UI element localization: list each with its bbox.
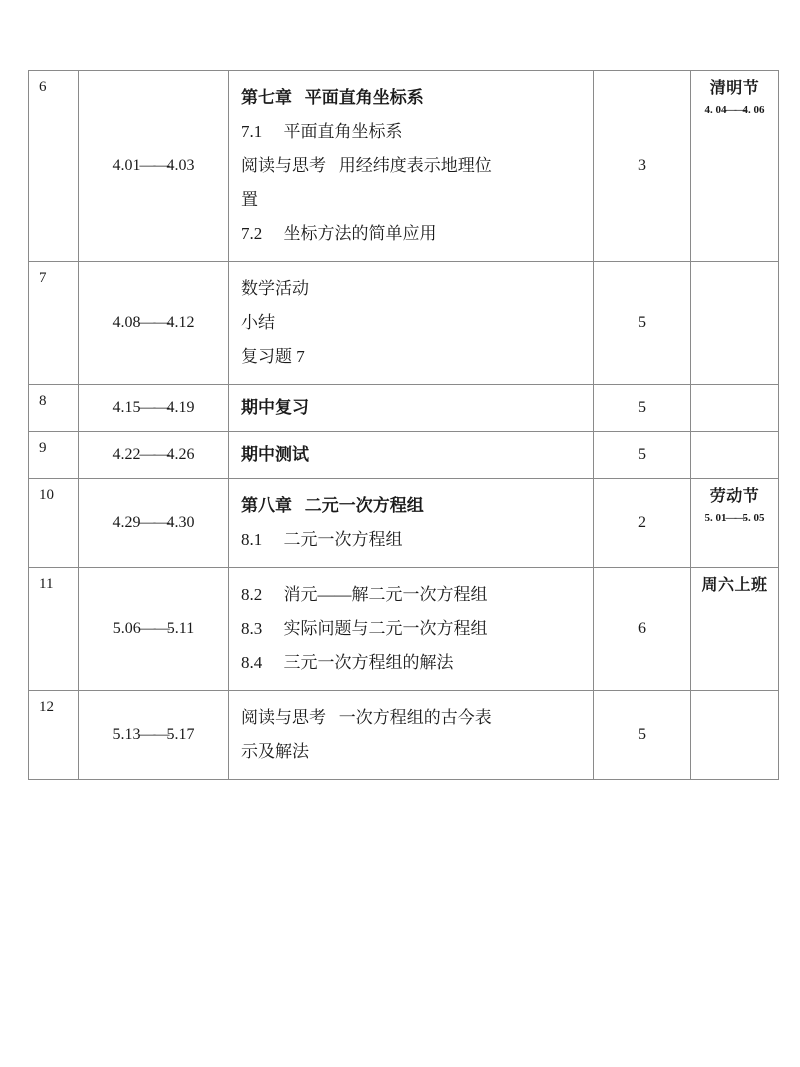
date-dash: —— <box>139 399 168 416</box>
date-start: 4.29 <box>112 514 141 531</box>
content-line: 8.2 消元——解二元一次方程组 <box>241 585 488 604</box>
teaching-content-cell <box>229 479 594 568</box>
class-hours-value: 5 <box>638 314 646 331</box>
class-hours-value: 6 <box>638 620 646 637</box>
remark-cell <box>691 71 779 262</box>
date-range-cell <box>79 262 229 385</box>
class-hours-value: 5 <box>638 726 646 743</box>
class-hours-cell <box>594 71 691 262</box>
teaching-content-cell <box>229 691 594 780</box>
holiday-name: 周六上班 <box>701 577 768 594</box>
class-hours-value: 3 <box>638 157 646 174</box>
class-hours-cell <box>594 479 691 568</box>
date-end: 4.19 <box>166 399 195 416</box>
content-line: 期中测试 <box>241 445 309 464</box>
teaching-content-cell <box>229 385 594 432</box>
remark-cell <box>691 385 779 432</box>
class-hours-cell <box>594 568 691 691</box>
remark-cell <box>691 432 779 479</box>
class-hours-value: 2 <box>638 514 646 531</box>
holiday-date-start: 4. 04 <box>704 103 727 116</box>
teaching-content-cell <box>229 71 594 262</box>
date-range-cell <box>79 385 229 432</box>
holiday-date-end: 4. 06 <box>742 103 765 116</box>
date-dash: —— <box>139 314 168 331</box>
date-start: 5.13 <box>112 726 141 743</box>
class-hours-cell <box>594 385 691 432</box>
date-end: 5.17 <box>166 726 195 743</box>
week-number-cell <box>29 71 79 262</box>
date-end: 4.03 <box>166 157 195 174</box>
date-range-cell <box>79 71 229 262</box>
date-range-cell <box>79 432 229 479</box>
table-row <box>29 385 779 432</box>
date-range <box>113 726 195 744</box>
date-start: 4.08 <box>112 314 141 331</box>
content-line: 复习题 7 <box>241 347 305 366</box>
table-row <box>29 262 779 385</box>
content-line: 7.2 坐标方法的简单应用 <box>241 224 437 243</box>
table-row <box>29 568 779 691</box>
content-line: 示及解法 <box>241 742 309 761</box>
date-range <box>113 157 195 175</box>
date-range-cell <box>79 691 229 780</box>
date-dash: —— <box>139 620 168 637</box>
holiday-date-dash: —— <box>725 103 744 116</box>
holiday-name: 劳动节 <box>709 488 760 505</box>
week-number: 9 <box>39 440 47 456</box>
week-number: 6 <box>39 79 47 95</box>
date-range <box>113 446 195 464</box>
date-end: 4.12 <box>166 314 195 331</box>
date-range-cell <box>79 479 229 568</box>
teaching-content-cell <box>229 568 594 691</box>
week-number: 7 <box>39 270 47 286</box>
holiday-date-start: 5. 01 <box>704 511 727 524</box>
content-line: 8.4 三元一次方程组的解法 <box>241 653 454 672</box>
date-end: 4.30 <box>166 514 195 531</box>
holiday-date-range <box>693 100 776 121</box>
content-line: 第七章 平面直角坐标系 <box>241 88 424 107</box>
date-end: 4.26 <box>166 446 195 463</box>
date-dash: —— <box>139 726 168 743</box>
date-range <box>113 314 195 332</box>
holiday-date-dash: —— <box>725 511 744 524</box>
content-line: 8.3 实际问题与二元一次方程组 <box>241 619 488 638</box>
date-dash: —— <box>139 446 168 463</box>
date-dash: —— <box>139 514 168 531</box>
date-dash: —— <box>139 157 168 174</box>
week-number-cell <box>29 479 79 568</box>
date-start: 5.06 <box>112 620 141 637</box>
content-line: 7.1 平面直角坐标系 <box>241 122 403 141</box>
date-start: 4.01 <box>112 157 141 174</box>
teaching-content-cell <box>229 432 594 479</box>
content-line: 8.1 二元一次方程组 <box>241 530 403 549</box>
week-number-cell <box>29 568 79 691</box>
date-range <box>113 399 195 417</box>
date-end: 5.11 <box>166 620 195 637</box>
date-range-cell <box>79 568 229 691</box>
week-number: 12 <box>39 699 54 715</box>
content-line: 数学活动 <box>241 279 309 298</box>
content-line: 第八章 二元一次方程组 <box>241 496 424 515</box>
class-hours-value: 5 <box>638 399 646 416</box>
week-number: 10 <box>39 487 54 503</box>
teaching-content-cell <box>229 262 594 385</box>
table-body <box>29 71 779 780</box>
class-hours-cell <box>594 262 691 385</box>
teaching-schedule-table <box>28 70 779 780</box>
content-line: 阅读与思考 用经纬度表示地理位 <box>241 156 492 175</box>
content-line: 小结 <box>241 313 275 332</box>
class-hours-value: 5 <box>638 446 646 463</box>
week-number-cell <box>29 385 79 432</box>
remark-cell <box>691 262 779 385</box>
content-line: 阅读与思考 一次方程组的古今表 <box>241 708 492 727</box>
date-start: 4.22 <box>112 446 141 463</box>
holiday-date-range <box>693 508 776 529</box>
week-number-cell <box>29 262 79 385</box>
week-number: 8 <box>39 393 47 409</box>
holiday-name: 清明节 <box>709 80 760 97</box>
class-hours-cell <box>594 432 691 479</box>
week-number-cell <box>29 432 79 479</box>
holiday-date-end: 5. 05 <box>742 511 765 524</box>
remark-cell <box>691 568 779 691</box>
table-row <box>29 71 779 262</box>
date-range <box>113 620 194 638</box>
remark-cell <box>691 479 779 568</box>
date-range <box>113 514 195 532</box>
class-hours-cell <box>594 691 691 780</box>
content-line: 期中复习 <box>241 398 309 417</box>
table-row <box>29 691 779 780</box>
table-row <box>29 479 779 568</box>
week-number: 11 <box>39 576 54 592</box>
content-line: 置 <box>241 190 258 209</box>
week-number-cell <box>29 691 79 780</box>
date-start: 4.15 <box>112 399 141 416</box>
remark-cell <box>691 691 779 780</box>
table-row <box>29 432 779 479</box>
